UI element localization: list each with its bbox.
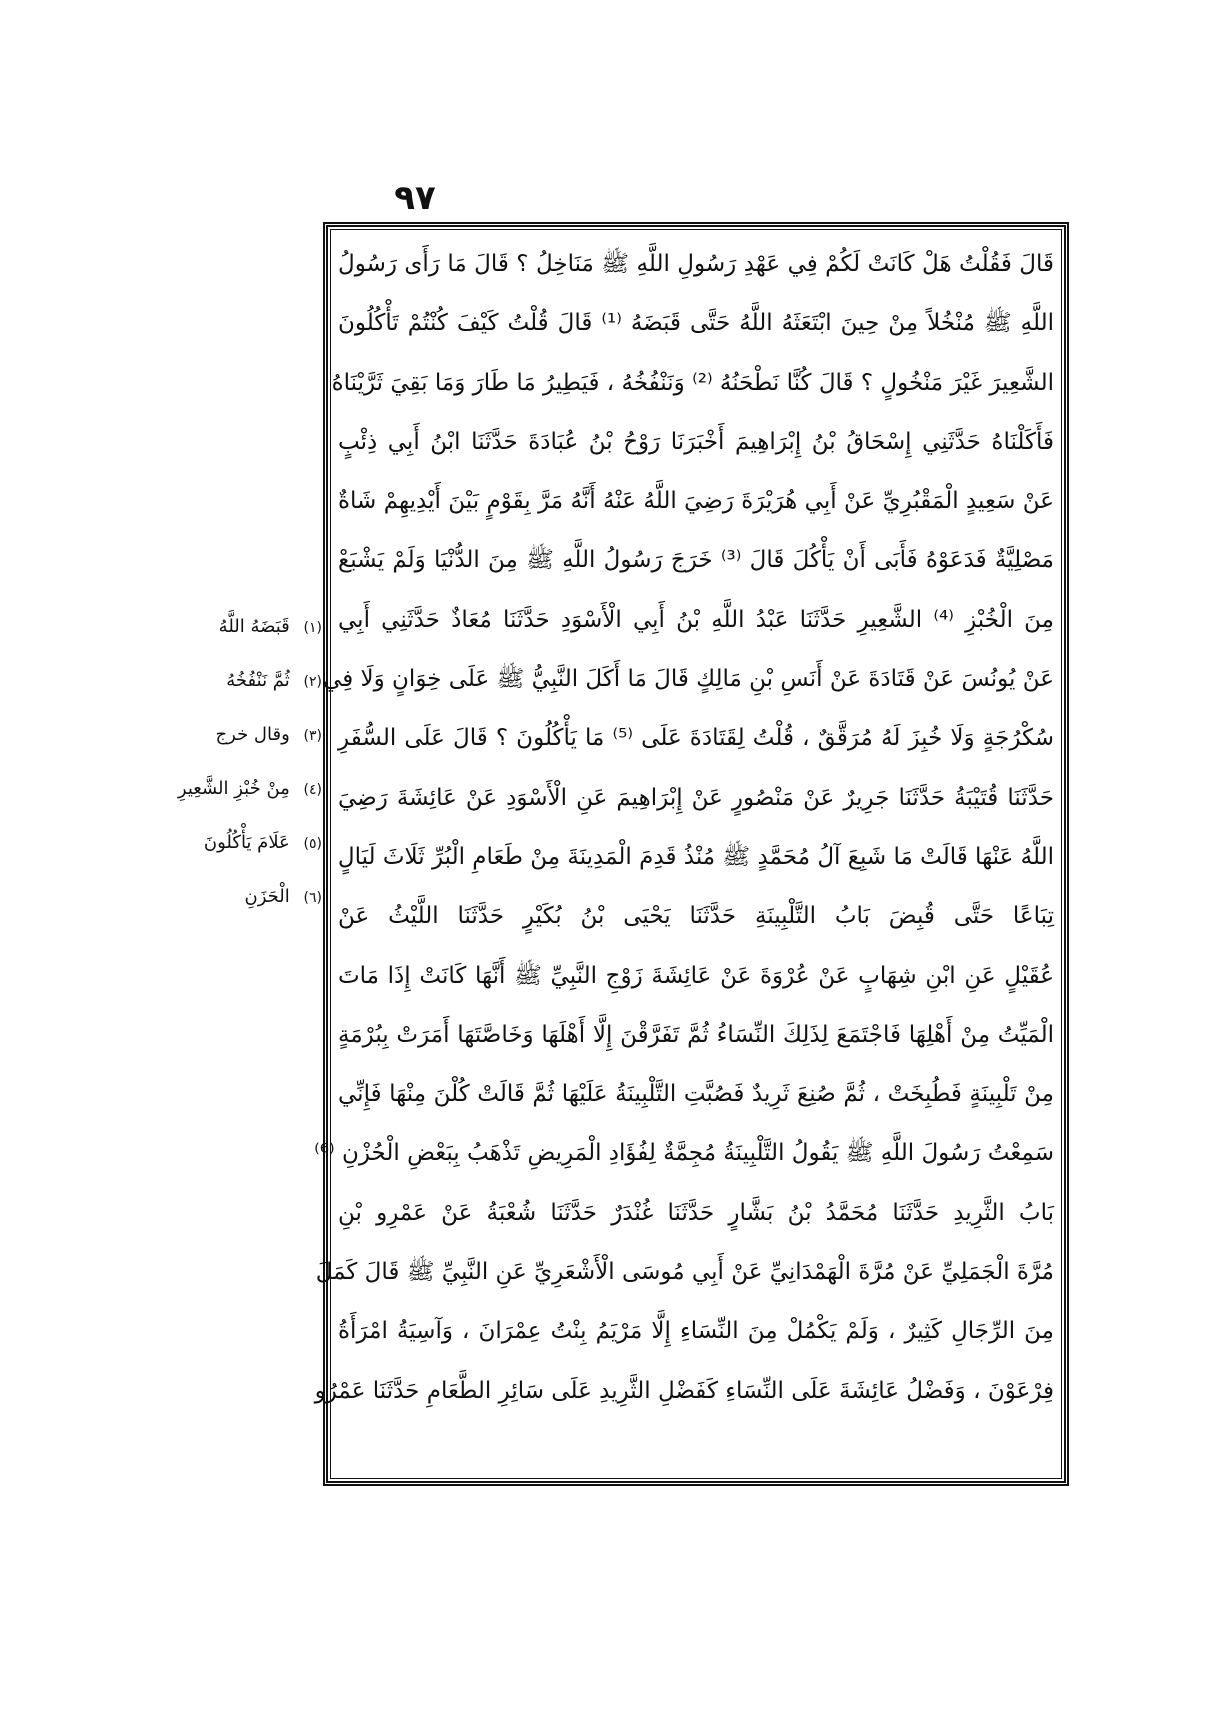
text-line: مِنَ الْخُبْزِ ⁽⁴⁾ الشَّعِيرِ حَدَّثَنَا عَبْدُ اللَّهِ بْنُ أَبِي الْأَسْوَدِ حَدَّثَنَا مُعَاذٌ حَدَّثَنِي أَبِي — [338, 606, 1054, 633]
footnote — [150, 832, 322, 886]
text-line: قَالَ فَقُلْتُ هَلْ كَانَتْ لَكُمْ فِي عَهْدِ رَسُولِ اللَّهِ ﷺ مَنَاخِلُ ؟ قَالَ مَا رَأَى رَسُولُ — [338, 251, 1054, 277]
text-line: حَدَّثَنَا قُتَيْبَةُ حَدَّثَنَا جَرِيرٌ عَنْ مَنْصُورٍ عَنْ إِبْرَاهِيمَ عَنِ الْأَسْوَدِ عَنْ عَائِشَةَ رَضِيَ — [338, 784, 1054, 811]
text-line: مَصْلِيَّةٌ فَدَعَوْهُ فَأَبَى أَنْ يَأْكُلَ قَالَ ⁽³⁾ خَرَجَ رَسُولُ اللَّهِ ﷺ مِنَ الدُّنْيَا وَلَمْ يَشْبَعْ — [338, 547, 1054, 574]
text-line: مِنْ تَلْبِينَةٍ فَطُبِخَتْ ، ثُمَّ صُنِعَ ثَرِيدٌ فَصُبَّتِ التَّلْبِينَةُ عَلَيْهَا ثُمَّ قَالَتْ كُلْنَ مِنْهَا فَإِنِّي — [338, 1081, 1054, 1108]
footnote-text: مِنْ خُبْزِ الشَّعِيرِ — [177, 778, 290, 799]
text-line: الْمَيِّتُ مِنْ أَهْلِهَا فَاجْتَمَعَ لِذَلِكَ النِّسَاءُ ثُمَّ تَفَرَّقْنَ إِلَّا أَهْلَهَا وَخَاصَّتَهَا أَمَرَتْ بِبُرْمَةٍ — [338, 1021, 1054, 1048]
footnote — [150, 616, 322, 670]
footnote — [150, 670, 322, 724]
text-line: مُرَّةَ الْجَمَلِيِّ عَنْ مُرَّةَ الْهَمْدَانِيِّ عَنْ أَبِي مُوسَى الْأَشْعَرِيِّ عَنِ النَّبِيِّ ﷺ قَالَ كَمَلَ — [315, 1259, 1054, 1286]
text-line: فَأَكَلْنَاهُ حَدَّثَنِي إِسْحَاقُ بْنُ إِبْرَاهِيمَ أَخْبَرَنَا رَوْحُ بْنُ عُبَادَةَ حَدَّثَنَا ابْنُ أَبِي ذِئْبٍ — [338, 428, 1054, 455]
footnote-number: (٥) — [303, 836, 322, 852]
footnote-text: الْحَزَنِ — [244, 886, 290, 907]
text-line: مِنَ الرِّجَالِ كَثِيرٌ ، وَلَمْ يَكْمُلْ مِنَ النِّسَاءِ إِلَّا مَرْيَمُ بِنْتُ عِمْرَانَ ، وَآسِيَةُ امْرَأَةُ — [338, 1318, 1054, 1345]
footnote — [150, 886, 322, 940]
page-number: ٩٧ — [394, 178, 436, 218]
footnote — [150, 778, 322, 832]
hadith-text-body — [314, 235, 1054, 1480]
footnote-text: ثُمَّ نَنْفُخُهُ — [226, 670, 290, 691]
text-line: تِبَاعًا حَتَّى قُبِضَ بَابُ التَّلْبِينَةِ حَدَّثَنَا يَحْيَى بْنُ بُكَيْرٍ حَدَّثَنَا اللَّيْثُ عَنْ — [338, 903, 1054, 930]
text-line: اللَّهُ عَنْهَا قَالَتْ مَا شَبِعَ آلُ مُحَمَّدٍ ﷺ مُنْذُ قَدِمَ الْمَدِينَةَ مِنْ طَعَامِ الْبُرِّ ثَلَاثَ لَيَالٍ — [337, 843, 1054, 870]
text-line: سَمِعْتُ رَسُولَ اللَّهِ ﷺ يَقُولُ التَّلْبِينَةُ مُجِمَّةٌ لِفُؤَادِ الْمَرِيضِ تَذْهَبُ بِبَعْضِ الْحُزْنِ ⁽⁶⁾ — [314, 1140, 1054, 1167]
footnote — [150, 724, 322, 778]
footnote-text: عَلَامَ يَأْكُلُونَ — [203, 832, 290, 853]
text-line: اللَّهِ ﷺ مُنْخُلاً مِنْ حِينَ ابْتَعَثَهُ اللَّهُ حَتَّى قَبَضَهُ ⁽¹⁾ قَالَ قُلْتُ كَيْفَ كُنْتُمْ تَأْكُلُونَ — [338, 310, 1054, 337]
footnote-number: (٢) — [303, 674, 322, 690]
text-line: الشَّعِيرَ غَيْرَ مَنْخُولٍ ؟ قَالَ كُنَّا نَطْحَنُهُ ⁽²⁾ وَنَنْفُخُهُ ، فَيَطِيرُ مَا طَارَ وَمَا بَقِيَ ثَرَّيْنَاهُ — [331, 369, 1054, 396]
footnote-number: (٣) — [303, 728, 322, 744]
text-line: عَنْ يُونُسَ عَنْ قَتَادَةَ عَنْ أَنَسِ بْنِ مَالِكٍ قَالَ مَا أَكَلَ النَّبِيُّ ﷺ عَلَى خِوَانٍ وَلَا فِي — [323, 666, 1054, 693]
text-frame — [314, 222, 1069, 1486]
footnote-text: وقال خرج — [215, 724, 290, 745]
footnote-text: قَبَضَهُ اللَّهُ — [218, 616, 290, 637]
text-line: بَابُ الثَّرِيدِ حَدَّثَنَا مُحَمَّدُ بْنُ بَشَّارٍ حَدَّثَنَا غُنْدَرٌ حَدَّثَنَا شُعْبَةُ عَنْ عَمْرِو بْنِ — [338, 1199, 1054, 1226]
text-line: سُكْرُجَةٍ وَلَا خُبِزَ لَهُ مُرَقَّقٌ ، قُلْتُ لِقَتَادَةَ عَلَى ⁽⁵⁾ مَا يَأْكُلُونَ ؟ قَالَ عَلَى السُّفَرِ — [338, 725, 1054, 752]
footnote-number: (٦) — [303, 890, 322, 906]
text-line: عُقَيْلٍ عَنِ ابْنِ شِهَابٍ عَنْ عُرْوَةَ عَنْ عَائِشَةَ زَوْجِ النَّبِيِّ ﷺ أَنَّهَا كَانَتْ إِذَا مَاتَ — [338, 962, 1054, 989]
footnote-number: (٤) — [303, 782, 322, 798]
footnote-number: (١) — [303, 620, 322, 636]
text-line: فِرْعَوْنَ ، وَفَضْلُ عَائِشَةَ عَلَى النِّسَاءِ كَفَضْلِ الثَّرِيدِ عَلَى سَائِرِ الطَّعَامِ حَدَّثَنَا عَمْرُو — [314, 1377, 1054, 1404]
margin-footnotes — [150, 616, 322, 940]
text-line — [338, 1421, 1054, 1480]
text-line: عَنْ سَعِيدٍ الْمَقْبُرِيِّ عَنْ أَبِي هُرَيْرَةَ رَضِيَ اللَّهُ عَنْهُ أَنَّهُ مَرَّ بِقَوْمٍ بَيْنَ أَيْدِيهِمْ شَاةٌ — [338, 488, 1054, 515]
